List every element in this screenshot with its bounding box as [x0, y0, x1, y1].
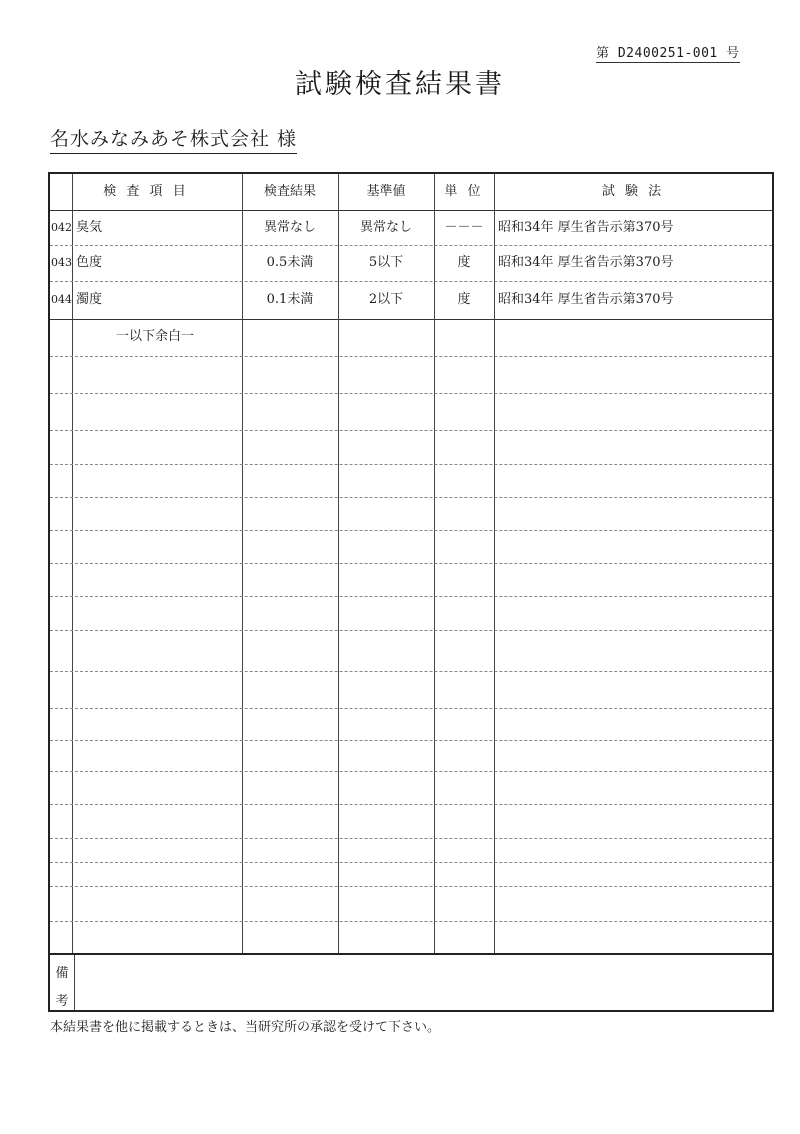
- row-042-result: 異常なし: [263, 220, 316, 235]
- col-divider-unit: [494, 174, 495, 954]
- row-043-method: 昭和34年 厚生省告示第370号: [498, 255, 674, 270]
- row-042-standard: 異常なし: [359, 220, 412, 235]
- header-result: 検査結果: [263, 184, 316, 199]
- row-044-code: 044: [51, 293, 72, 306]
- row-line: [50, 356, 772, 357]
- doc-number-suffix: 号: [726, 46, 740, 61]
- row-line: [50, 393, 772, 394]
- row-line: [50, 886, 772, 887]
- row-line: [50, 921, 772, 922]
- remarks-divider: [74, 954, 75, 1010]
- end-of-entries-note: 一以下余白一: [116, 329, 195, 344]
- row-line: [50, 771, 772, 772]
- row-line: [50, 804, 772, 805]
- doc-number-prefix: 第: [596, 46, 610, 61]
- row-043-unit: 度: [457, 255, 471, 270]
- col-divider-code: [72, 174, 73, 954]
- recipient-name: 名水みなみあそ株式会社 様: [50, 124, 297, 154]
- row-line: [50, 281, 772, 282]
- row-043-result: 0.5未満: [266, 255, 314, 270]
- row-line: [50, 630, 772, 631]
- document-number: [596, 42, 740, 63]
- row-line: [50, 740, 772, 741]
- doc-number-value: D2400251-001: [617, 46, 718, 61]
- remarks-label-1: 備: [55, 966, 69, 981]
- row-042-method: 昭和34年 厚生省告示第370号: [498, 220, 674, 235]
- row-042-item: 臭気: [76, 220, 103, 235]
- row-line: [50, 430, 772, 431]
- row-line: [50, 530, 772, 531]
- row-line: [50, 708, 772, 709]
- row-line: [50, 497, 772, 498]
- remarks-rule: [50, 953, 772, 955]
- row-line: [50, 596, 772, 597]
- row-line: [50, 563, 772, 564]
- row-044-result: 0.1未満: [266, 292, 314, 307]
- row-line: [50, 671, 772, 672]
- row-044-method: 昭和34年 厚生省告示第370号: [498, 292, 674, 307]
- header-item: 検 査 項 目: [103, 184, 189, 199]
- row-line: [50, 862, 772, 863]
- row-044-unit: 度: [457, 292, 471, 307]
- header-standard: 基準値: [366, 184, 406, 199]
- row-line: [50, 464, 772, 465]
- row-042-unit: －－－: [444, 220, 484, 235]
- row-043-standard: 5以下: [368, 255, 404, 270]
- footer-note: 本結果書を他に掲載するときは、当研究所の承認を受けて下さい。: [50, 1020, 441, 1035]
- row-043-code: 043: [51, 256, 72, 269]
- row-043-item: 色度: [76, 255, 103, 270]
- row-044-standard: 2以下: [368, 292, 404, 307]
- header-unit: 単 位: [444, 184, 484, 199]
- row-line: [50, 838, 772, 839]
- header-method: 試 験 法: [601, 184, 665, 199]
- row-044-item: 濁度: [76, 292, 103, 307]
- row-042-code: 042: [51, 221, 72, 234]
- page-title: 試験検査結果書: [295, 69, 505, 100]
- results-table: [48, 172, 774, 1012]
- remarks-label-2: 考: [55, 994, 69, 1009]
